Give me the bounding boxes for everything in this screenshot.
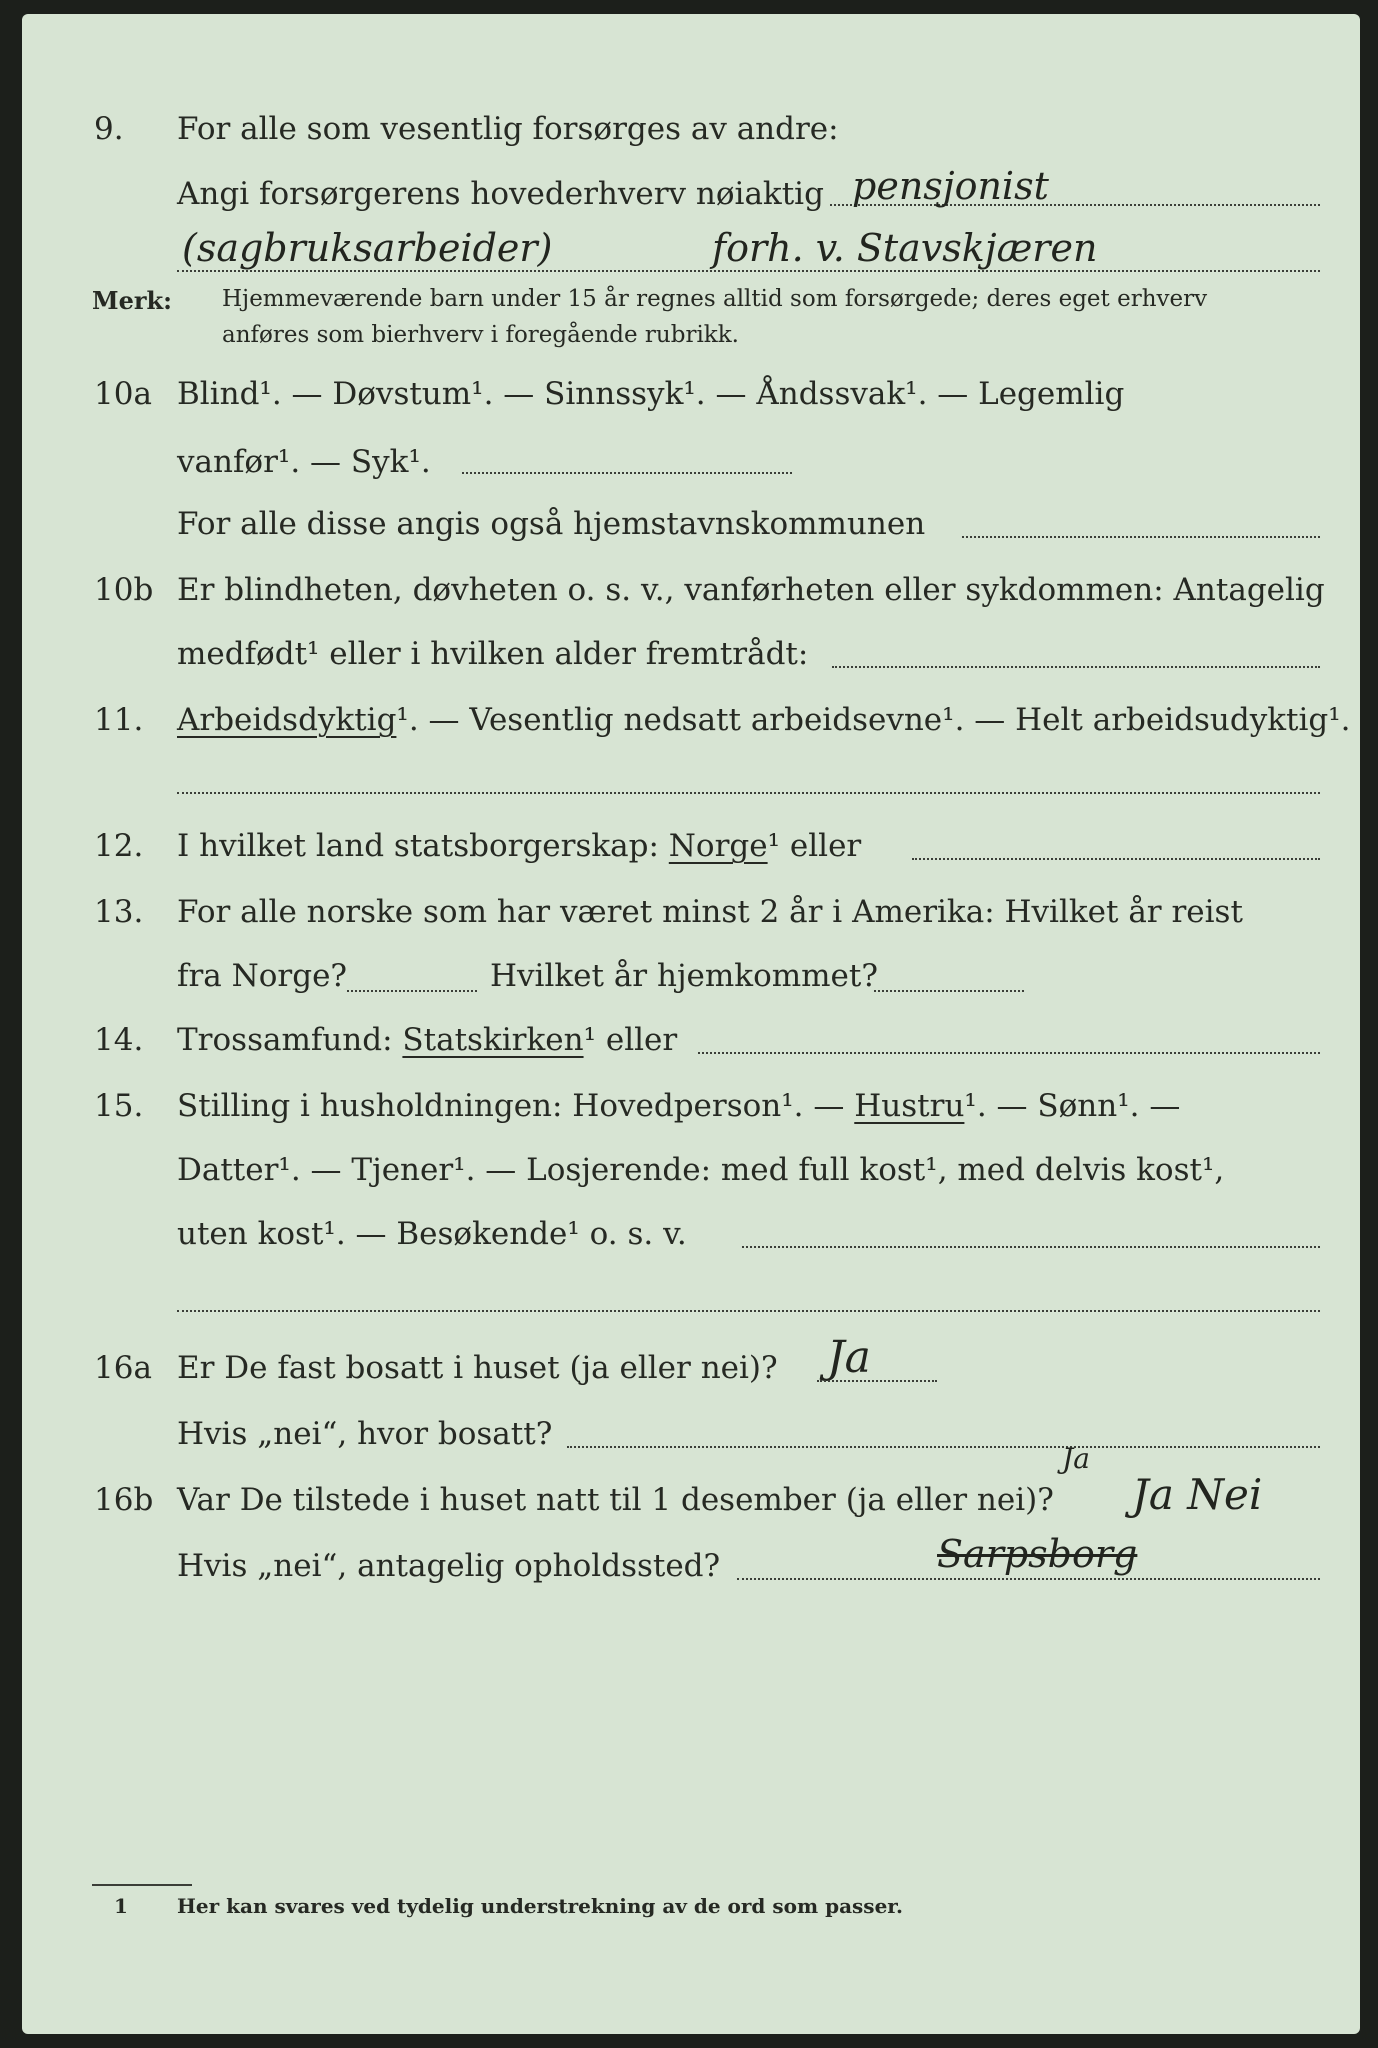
handwritten-answer: Ja <box>1062 1442 1090 1475</box>
question-number: 11. <box>94 702 144 738</box>
merk-text: Hjemmeværende barn under 15 år regnes alltid som forsørgede; deres eget erhverv <box>222 286 1208 312</box>
question-text: For alle norske som har været minst 2 år i Amerika: Hvilket år reist <box>177 894 1243 930</box>
question-text: I hvilket land statsborgerskap: Norge¹ eller <box>177 828 862 864</box>
answer-line <box>462 472 792 474</box>
question-text: Arbeidsdyktig¹. — Vesentlig nedsatt arbeidsevne¹. — Helt arbeidsudyktig¹. <box>177 702 1351 738</box>
question-number: 16a <box>94 1350 152 1386</box>
answer-line <box>698 1052 1320 1054</box>
footnote-divider <box>92 1884 192 1886</box>
question-text: Hvilket år hjemkommet? <box>490 958 878 994</box>
answer-line <box>742 1246 1320 1248</box>
question-number: 13. <box>94 894 144 930</box>
handwritten-answer: Ja Nei <box>1132 1470 1263 1519</box>
question-text: Hvis „nei“, antagelig opholdssted? <box>177 1548 721 1584</box>
answer-line <box>177 792 1320 794</box>
question-text: Er De fast bosatt i huset (ja eller nei)? <box>177 1350 778 1386</box>
question-number: 15. <box>94 1088 144 1124</box>
question-text: fra Norge? <box>177 958 348 994</box>
answer-line <box>874 990 1024 992</box>
question-text: For alle disse angis også hjemstavnskommunen <box>177 506 926 542</box>
answer-line <box>817 1380 937 1382</box>
question-number: 9. <box>94 111 124 147</box>
question-text: Trossamfund: Statskirken¹ eller <box>177 1022 678 1058</box>
footnote-text: Her kan svares ved tydelig understrekning av de ord som passer. <box>177 1894 903 1918</box>
question-text: medfødt¹ eller i hvilken alder fremtrådt: <box>177 636 809 672</box>
answer-line <box>832 666 1320 668</box>
question-text: vanfør¹. — Syk¹. <box>177 444 431 480</box>
footnote-mark: 1 <box>114 1894 128 1918</box>
answer-line <box>737 1578 1320 1580</box>
selected-option: Statskirken <box>402 1022 584 1058</box>
question-number: 10a <box>94 376 152 412</box>
question-text: Datter¹. — Tjener¹. — Losjerende: med full kost¹, med delvis kost¹, <box>177 1152 1225 1188</box>
question-number: 16b <box>94 1482 154 1518</box>
question-text: Stilling i husholdningen: Hovedperson¹. — Hustru¹. — Sønn¹. — <box>177 1088 1181 1124</box>
selected-option: Hustru <box>854 1088 965 1124</box>
question-number: 10b <box>94 572 154 608</box>
question-text: Angi forsørgerens hovederhverv nøiaktig <box>177 176 824 212</box>
handwritten-answer: Sarpsborg <box>937 1532 1138 1576</box>
handwritten-answer: Ja <box>827 1332 871 1383</box>
census-form-page <box>22 14 1360 2034</box>
handwritten-answer: forh. v. Stavskjæren <box>712 226 1098 270</box>
answer-line <box>567 1446 1320 1448</box>
answer-line <box>177 270 1320 272</box>
answer-line <box>912 858 1320 860</box>
merk-text: anføres som bierhverv i foregående rubrikk. <box>222 322 739 348</box>
question-text: For alle som vesentlig forsørges av andre: <box>177 111 839 147</box>
answer-line <box>962 536 1320 538</box>
answer-line <box>347 990 477 992</box>
question-text: Hvis „nei“, hvor bosatt? <box>177 1416 553 1452</box>
answer-line <box>177 1310 1320 1312</box>
question-text: Blind¹. — Døvstum¹. — Sinnssyk¹. — Åndssvak¹. — Legemlig <box>177 376 1125 412</box>
question-text: Var De tilstede i huset natt til 1 desember (ja eller nei)? <box>177 1482 1054 1518</box>
question-number: 14. <box>94 1022 144 1058</box>
question-text: uten kost¹. — Besøkende¹ o. s. v. <box>177 1216 687 1252</box>
handwritten-answer: pensjonist <box>852 164 1049 208</box>
handwritten-answer: (sagbruksarbeider) <box>182 226 553 270</box>
question-number: 12. <box>94 828 144 864</box>
selected-option: Arbeidsdyktig <box>177 702 397 738</box>
selected-option: Norge <box>668 828 768 864</box>
merk-label: Merk: <box>92 286 172 315</box>
question-text: Er blindheten, døvheten o. s. v., vanførheten eller sykdommen: Antagelig <box>177 572 1325 608</box>
